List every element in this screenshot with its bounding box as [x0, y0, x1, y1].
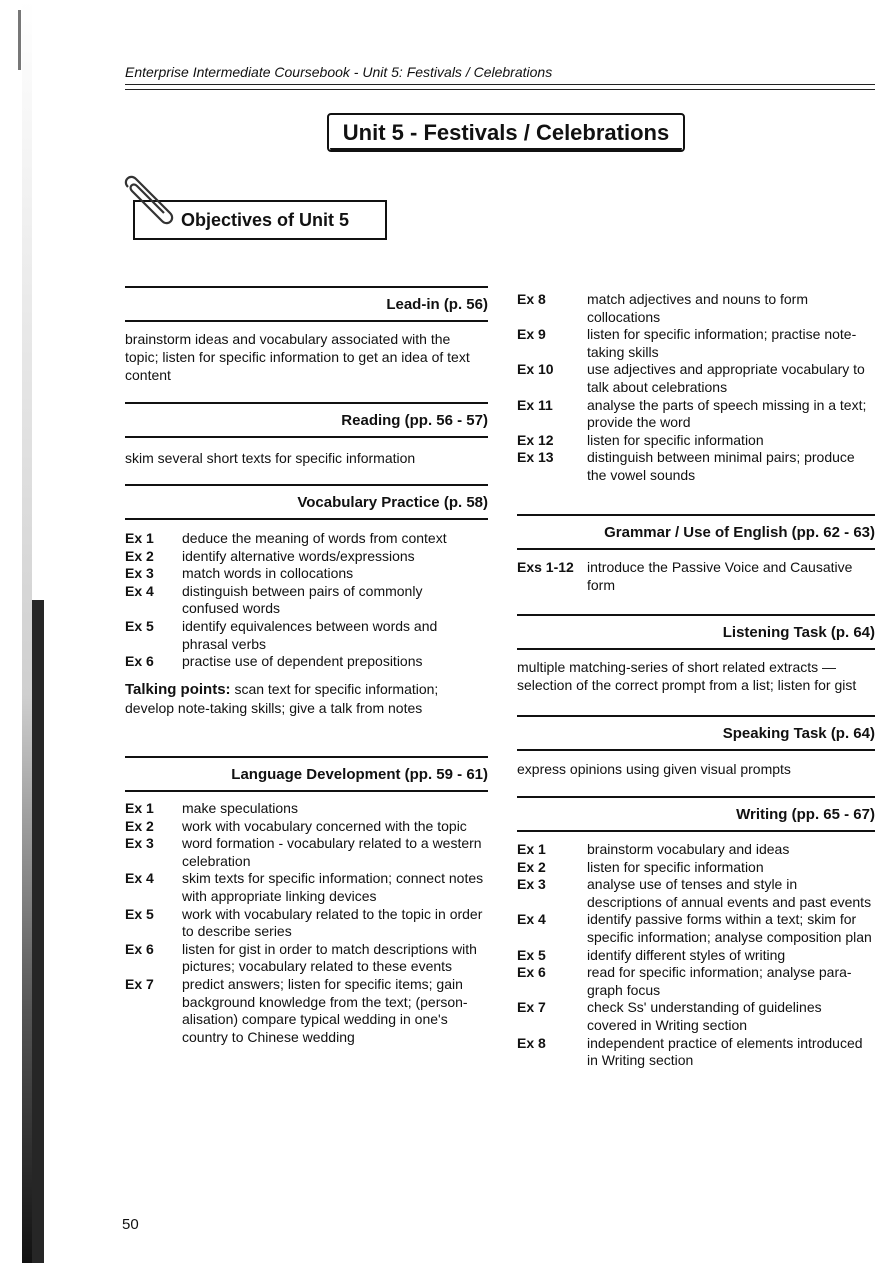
exercise-row: [517, 841, 875, 859]
exercise-row: [517, 999, 875, 1034]
exercise-number: Ex 1: [517, 841, 546, 857]
writing-heading: Writing (pp. 65 - 67): [517, 796, 875, 832]
talking-points-text: scan text for specific information; develop note-taking skills; give a talk from notes: [125, 681, 439, 716]
exercise-description: check Ss' understanding of guidelines covered in Writing section: [587, 999, 822, 1033]
speaking-text: express opinions using given visual prompts: [517, 761, 791, 777]
exercise-number: Ex 9: [517, 326, 546, 343]
exercise-number: Ex 2: [125, 817, 154, 834]
exercise-number: Ex 11: [517, 396, 553, 413]
unit-title: Unit 5 - Festivals / Celebrations: [342, 119, 670, 145]
exercise-description: independent practice of elements introduced in Writing section: [587, 1034, 863, 1069]
unit-title-box: [327, 113, 685, 152]
exercise-row: [125, 870, 487, 905]
exercise-number: Ex 5: [125, 905, 154, 922]
exercise-description: distinguish between pairs of commonly confused words: [182, 582, 423, 617]
exercise-row: [125, 583, 470, 618]
exercise-row: [517, 964, 875, 999]
exercise-description: identify alternative words/expressions: [182, 547, 415, 564]
talking-points-label: Talking points:: [125, 681, 231, 698]
exercise-number: Ex 10: [517, 361, 554, 378]
exercise-number: Ex 5: [125, 617, 154, 634]
title-box-shadow: [330, 148, 682, 152]
exercise-row: [125, 976, 487, 1046]
exercise-number: Ex 13: [517, 449, 554, 466]
exercise-number: Ex 3: [125, 565, 154, 582]
exercise-row: [517, 326, 875, 361]
exercise-row: [517, 397, 875, 432]
exercise-row: [125, 530, 470, 548]
exercise-row: [125, 818, 487, 836]
exercise-description: deduce the meaning of words from context: [182, 530, 447, 546]
exercise-row: [125, 835, 487, 870]
exercise-number: Ex 4: [125, 582, 154, 599]
exercise-row: [125, 941, 487, 976]
paperclip-icon: [118, 173, 182, 229]
exercise-row: [125, 548, 470, 566]
vocabulary-heading: Vocabulary Practice (p. 58): [125, 484, 488, 520]
exercise-number: Ex 6: [125, 653, 154, 670]
exercise-row: [517, 449, 875, 484]
exercise-description: analyse the parts of speech missing in a text; provide the word: [587, 396, 867, 431]
exercise-description: predict answers; listen for specific items; gain background knowledge from the text; (person-alisation) compare typical wedding in one's country to Chinese wedding: [182, 975, 468, 1045]
exercise-row: [517, 911, 875, 946]
exercise-description: listen for specific information: [587, 431, 764, 448]
exercise-description: listen for specific information: [587, 858, 764, 875]
exercise-description: identify passive forms within a text; skim for specific information; analyse composition plan: [587, 911, 872, 945]
grammar-heading: Grammar / Use of English (pp. 62 - 63): [517, 514, 875, 550]
exercise-row: [125, 653, 470, 671]
exercise-description: word formation - vocabulary related to a western celebration: [182, 835, 482, 869]
exercise-number: Ex 12: [517, 431, 554, 448]
exercise-number: Exs 1-12: [517, 559, 574, 575]
exercise-description: listen for specific information; practise note-taking skills: [587, 326, 857, 360]
exercise-row: [517, 291, 875, 326]
exercise-description: match words in collocations: [182, 565, 354, 582]
exercise-description: work with vocabulary concerned with the topic: [182, 817, 467, 834]
exercise-description: use adjectives and appropriate vocabulary to talk about celebrations: [587, 361, 865, 395]
header-rule: [125, 84, 875, 85]
exercise-description: make speculations: [182, 800, 298, 816]
listening-text: multiple matching-series of short related extracts — selection of the correct prompt from a list; listen for gist: [517, 659, 857, 693]
grammar-exercise-list: [517, 559, 875, 594]
exercise-number: Ex 4: [517, 911, 546, 928]
speaking-heading: Speaking Task (p. 64): [517, 715, 875, 751]
exercise-number: Ex 2: [125, 547, 154, 564]
writing-exercise-list: [517, 841, 875, 1070]
scan-spine-shadow: [14, 0, 46, 1263]
exercise-description: work with vocabulary related to the topic in order to describe series: [182, 905, 483, 940]
exercise-description: read for specific information; analyse para-graph focus: [587, 964, 852, 998]
exercise-number: Ex 7: [517, 999, 546, 1016]
exercise-row: [517, 559, 875, 594]
exercise-description: skim texts for specific information; connect notes with appropriate linking devices: [182, 870, 484, 904]
exercise-number: Ex 7: [125, 975, 154, 992]
objectives-title: Objectives of Unit 5: [181, 209, 350, 230]
leadin-text: brainstorm ideas and vocabulary associated with the topic; listen for specific information to get an idea of text content: [125, 331, 470, 383]
exercise-number: Ex 1: [125, 800, 154, 816]
exercise-row: [517, 432, 875, 450]
exercise-number: Ex 6: [517, 964, 546, 981]
exercise-description: analyse use of tenses and style in descriptions of annual events and past events: [587, 876, 872, 910]
exercise-number: Ex 8: [517, 1034, 546, 1051]
exercise-number: Ex 2: [517, 858, 546, 875]
exercise-number: Ex 4: [125, 870, 154, 887]
exercise-number: Ex 6: [125, 940, 154, 957]
exercise-row: [517, 859, 875, 877]
exercise-row: [125, 906, 487, 941]
exercise-row: [517, 1035, 875, 1070]
talking-points: [125, 680, 470, 717]
vocabulary-exercise-list: [125, 530, 470, 671]
reading-text: skim several short texts for specific information: [125, 450, 416, 466]
exercise-row: [517, 876, 875, 911]
exercise-description: brainstorm vocabulary and ideas: [587, 841, 790, 857]
exercise-row: [517, 361, 875, 396]
page-number: 50: [122, 1216, 139, 1233]
exercise-number: Ex 5: [517, 946, 546, 963]
exercise-number: Ex 1: [125, 530, 154, 546]
language-development-exercise-list: [125, 800, 487, 1046]
exercise-description: identify equivalences between words and phrasal verbs: [182, 617, 438, 652]
exercise-row: [125, 618, 470, 653]
exercise-description: identify different styles of writing: [587, 946, 786, 963]
exercise-number: Ex 8: [517, 291, 546, 307]
exercise-description: introduce the Passive Voice and Causative form: [587, 559, 853, 593]
language-development-continued-list: [517, 291, 875, 485]
running-header: Enterprise Intermediate Coursebook - Unit 5: Festivals / Celebrations: [125, 64, 553, 80]
exercise-row: [125, 800, 487, 818]
exercise-row: [125, 565, 470, 583]
listening-heading: Listening Task (p. 64): [517, 614, 875, 650]
reading-heading: Reading (pp. 56 - 57): [125, 402, 488, 438]
exercise-description: match adjectives and nouns to form collocations: [587, 291, 809, 325]
exercise-number: Ex 3: [517, 876, 546, 893]
exercise-row: [517, 947, 875, 965]
exercise-description: listen for gist in order to match descriptions with pictures; vocabulary related to these events: [182, 940, 477, 975]
exercise-description: practise use of dependent prepositions: [182, 653, 423, 670]
exercise-description: distinguish between minimal pairs; produce the vowel sounds: [587, 449, 855, 483]
header-rule: [125, 89, 875, 90]
language-development-heading: Language Development (pp. 59 - 61): [125, 756, 488, 792]
leadin-heading: Lead-in (p. 56): [125, 286, 488, 322]
exercise-number: Ex 3: [125, 835, 154, 852]
